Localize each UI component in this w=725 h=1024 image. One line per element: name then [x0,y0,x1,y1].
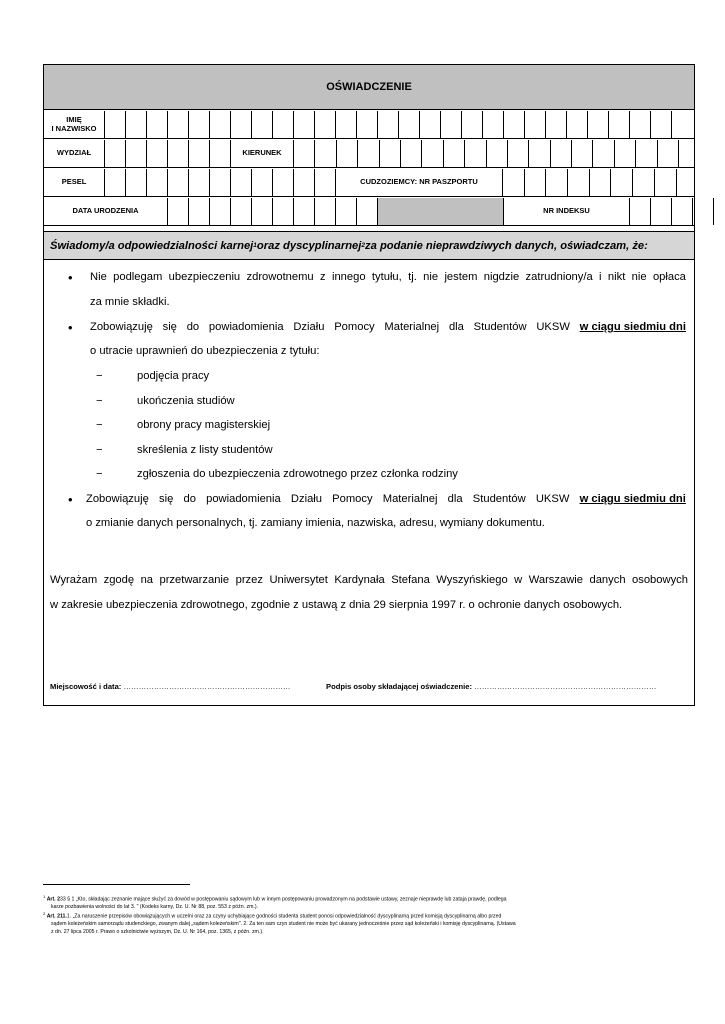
char-box[interactable] [525,111,546,138]
word: dla [448,321,464,333]
word: tytułu, [371,271,402,283]
char-box[interactable] [189,169,210,196]
consent-line-1 [50,574,688,586]
char-box[interactable] [714,198,725,225]
word: w [514,574,523,586]
char-box[interactable] [168,198,189,225]
word: przez [235,574,263,586]
char-box[interactable] [399,111,420,138]
dash-marker: − [96,443,103,456]
bullet-3-line-1 [86,493,686,505]
word: Zobowiązuję [86,493,149,505]
word: Pomocy [334,321,375,333]
word: z [320,271,326,283]
birthdate-row [44,198,694,226]
word: ubezpieczeniu [168,271,241,283]
char-box[interactable] [294,140,315,167]
char-box[interactable] [336,198,357,225]
char-box[interactable] [168,111,189,138]
char-box[interactable] [567,111,588,138]
char-box[interactable] [572,140,593,167]
word: do [183,493,196,505]
char-box[interactable] [611,169,633,196]
pesel-row [44,169,694,197]
char-box[interactable] [147,111,168,138]
dash-marker: − [96,468,103,480]
sub-item: obrony pracy magisterskiej [137,419,271,431]
char-box[interactable] [210,169,231,196]
sub-item: podjęcia pracy [137,370,210,382]
char-box[interactable] [593,140,614,167]
bullet-3-line-2: o zmianie danych personalnych, tj. zamiany imienia, nazwiska, adresu, wymiany dokumentu. [86,517,545,529]
deadline-emphasis: w ciągu siedmiu dni [579,321,686,333]
word: Wyszyńskiego [436,574,508,586]
char-box[interactable] [294,169,315,196]
char-box[interactable] [483,111,504,138]
word: zatrudniony/a [525,271,593,283]
char-box[interactable] [655,169,677,196]
char-box[interactable] [444,140,465,167]
char-box[interactable] [630,111,651,138]
word: tj. [408,271,417,283]
word: UKSW [536,321,570,333]
char-box[interactable] [615,140,636,167]
word: powiadomienia [208,321,284,333]
char-box[interactable] [568,169,590,196]
statement-header: Świadomy/a odpowiedzialności karnej 1 oraz dyscyplinarnej 2 za podanie nieprawdziwych danych, oświadczam, że: [44,232,694,260]
char-box[interactable] [315,140,336,167]
major-label: KIERUNEK [231,140,294,167]
word: zdrowotnemu [246,271,314,283]
char-box[interactable] [231,169,252,196]
birthdate-label: DATA URODZENIA [44,198,168,225]
char-box[interactable] [378,111,399,138]
char-box[interactable] [462,111,483,138]
char-box[interactable] [508,140,529,167]
char-box[interactable] [401,140,422,167]
form-title: OŚWIADCZENIE [44,65,694,110]
char-box[interactable] [231,198,252,225]
char-box[interactable] [609,111,630,138]
char-box[interactable] [189,111,210,138]
char-box[interactable] [658,140,679,167]
bullet-marker: • [68,270,73,285]
char-box[interactable] [147,140,168,167]
char-box[interactable] [189,140,210,167]
word: Pomocy [332,493,373,505]
dash-marker: − [96,370,103,382]
char-box[interactable] [357,111,378,138]
word: się [158,493,174,505]
footnote-separator [43,884,190,885]
char-box[interactable] [147,169,168,196]
sub-item: skreślenia z listy studentów [137,443,273,456]
char-box[interactable] [273,169,294,196]
word: do [186,321,200,333]
word: podlegam [113,271,163,283]
name-row [44,111,694,139]
char-box[interactable] [679,140,700,167]
char-box[interactable] [504,111,525,138]
word: UKSW [535,493,570,505]
char-box[interactable] [546,169,568,196]
char-box[interactable] [588,111,609,138]
char-box[interactable] [551,140,572,167]
word: Uniwersytet [269,574,328,586]
declaration-form [43,64,695,706]
char-box[interactable] [273,198,294,225]
char-box[interactable] [677,169,699,196]
bullet-marker: • [68,320,73,335]
char-box[interactable] [126,169,147,196]
word: nikt [607,271,626,283]
char-box[interactable] [441,111,462,138]
word: dla [447,493,463,505]
char-box[interactable] [315,111,336,138]
word: Działu [293,321,325,333]
char-box[interactable] [590,169,612,196]
word: Działu [290,493,322,505]
char-box[interactable] [633,169,655,196]
index-label: NR INDEKSU [504,198,630,225]
char-box[interactable] [337,140,358,167]
char-box[interactable] [358,140,379,167]
char-box[interactable] [294,111,315,138]
footnote-2: $^2$ Art. 211.1. „Za naruszenie przepisów obowiązujących w uczelni oraz za czyny uchybiające godności studenta student ponosi odpowiedzialność dyscyplinarną przed komisją dyscyplinarną albo przed sądem koleżeńskim samorządu studenckiego, zwanym dalej „sądem koleżeńskim". 2. Za ten sam czyn student nie może być ukarany jednocześnie przez sąd koleżeński i komisję dyscyplinarną. (Ustawa z dn. 27 lipca 2005 r. Prawo o szkolnictwie wyższym, Dz. U. Nr 164, poz. 1365, z późn. zm.). [43,911,516,935]
char-box[interactable] [168,140,189,167]
bullet-1-line-1 [90,271,686,283]
word: Warszawie [528,574,583,586]
word: na [140,574,154,586]
char-box[interactable] [630,198,651,225]
faculty-row [44,140,694,168]
char-box[interactable] [672,198,693,225]
word: Wyrażam [50,574,98,586]
char-box[interactable] [252,198,273,225]
char-box[interactable] [672,111,693,138]
word: nie [631,271,647,283]
bullet-2-line-1 [90,321,686,333]
word: i [599,271,602,283]
word: Studentów [473,321,527,333]
bullet-1-line-2: za mnie składki. [90,296,170,308]
char-box[interactable] [126,140,147,167]
signature-field[interactable]: Podpis osoby składającej oświadczenie: ……………………………………………………………… [326,682,657,691]
bullet-2-line-2: o utracie uprawnień do ubezpieczenia z tytułu: [90,345,320,357]
char-box[interactable] [252,169,273,196]
pesel-label: PESEL [44,169,105,196]
char-box[interactable] [636,140,657,167]
char-box[interactable] [420,111,441,138]
word: innego [331,271,366,283]
deadline-emphasis: w ciągu siedmiu dni [579,493,686,505]
sub-item: ukończenia studiów [137,394,235,407]
word: nie [423,271,439,283]
char-box[interactable] [210,198,231,225]
word: danych [589,574,626,586]
word: Stefana [391,574,430,586]
char-box[interactable] [525,169,547,196]
word: Nie [90,271,107,283]
char-box[interactable] [126,111,147,138]
char-box[interactable] [465,140,486,167]
word: osobowych [632,574,688,586]
char-box[interactable] [315,198,336,225]
faculty-label: WYDZIAŁ [44,140,105,167]
char-box[interactable] [210,140,231,167]
word: zgodę [103,574,135,586]
char-box[interactable] [380,140,401,167]
word: jestem [444,271,478,283]
char-box[interactable] [273,111,294,138]
word: powiadomienia [206,493,281,505]
char-box[interactable] [168,169,189,196]
gray-separator [378,198,504,225]
char-box[interactable] [336,111,357,138]
char-box[interactable] [693,198,714,225]
name-label: IMIĘ I NAZWISKO [44,111,105,138]
char-box[interactable] [422,140,443,167]
char-box[interactable] [294,198,315,225]
word: opłaca [652,271,686,283]
word: Studentów [472,493,526,505]
sub-item: zgłoszenia do ubezpieczenia zdrowotnego przez członka rodziny [137,468,458,480]
char-box[interactable] [105,111,126,138]
char-box[interactable] [252,111,273,138]
dash-marker: − [96,419,103,431]
footnote-1: $^1$ Art. 233 § 1 „Kto, składając zeznanie mające służyć za dowód w postępowaniu sądowym lub w innym postępowaniu prowadzonym na podstawie ustawy, zeznaje nieprawdę lub zataja prawdę, podlega karze pozbawienia wolności do lat 3. " (Kodeks karny, Dz. U. Nr 88, poz. 553 z późn. zm.). [43,894,507,911]
char-box[interactable] [315,169,336,196]
char-box[interactable] [231,111,252,138]
char-box[interactable] [651,111,672,138]
char-box[interactable] [651,198,672,225]
word: Materialnej [382,493,438,505]
word: Zobowiązuję [90,321,153,333]
dash-marker: − [96,394,103,407]
char-box[interactable] [487,140,508,167]
char-box[interactable] [105,169,126,196]
char-box[interactable] [546,111,567,138]
char-box[interactable] [503,169,525,196]
place-date-field[interactable]: Miejscowość i data: ………………………………………………………… [50,682,291,691]
char-box[interactable] [105,140,126,167]
consent-line-2: w zakresie ubezpieczenia zdrowotnego, zgodnie z ustawą z dnia 29 sierpnia 1997 r. o ochronie danych osobowych. [50,599,623,611]
char-box[interactable] [357,198,378,225]
char-box[interactable] [210,111,231,138]
char-box[interactable] [189,198,210,225]
word: przetwarzanie [159,574,230,586]
word: Materialnej [384,321,440,333]
word: Kardynała [334,574,385,586]
char-box[interactable] [529,140,550,167]
word: się [162,321,177,333]
bullet-marker: • [68,492,73,507]
passport-label: CUDZOZIEMCY: NR PASZPORTU [336,169,503,196]
word: nigdzie [483,271,520,283]
